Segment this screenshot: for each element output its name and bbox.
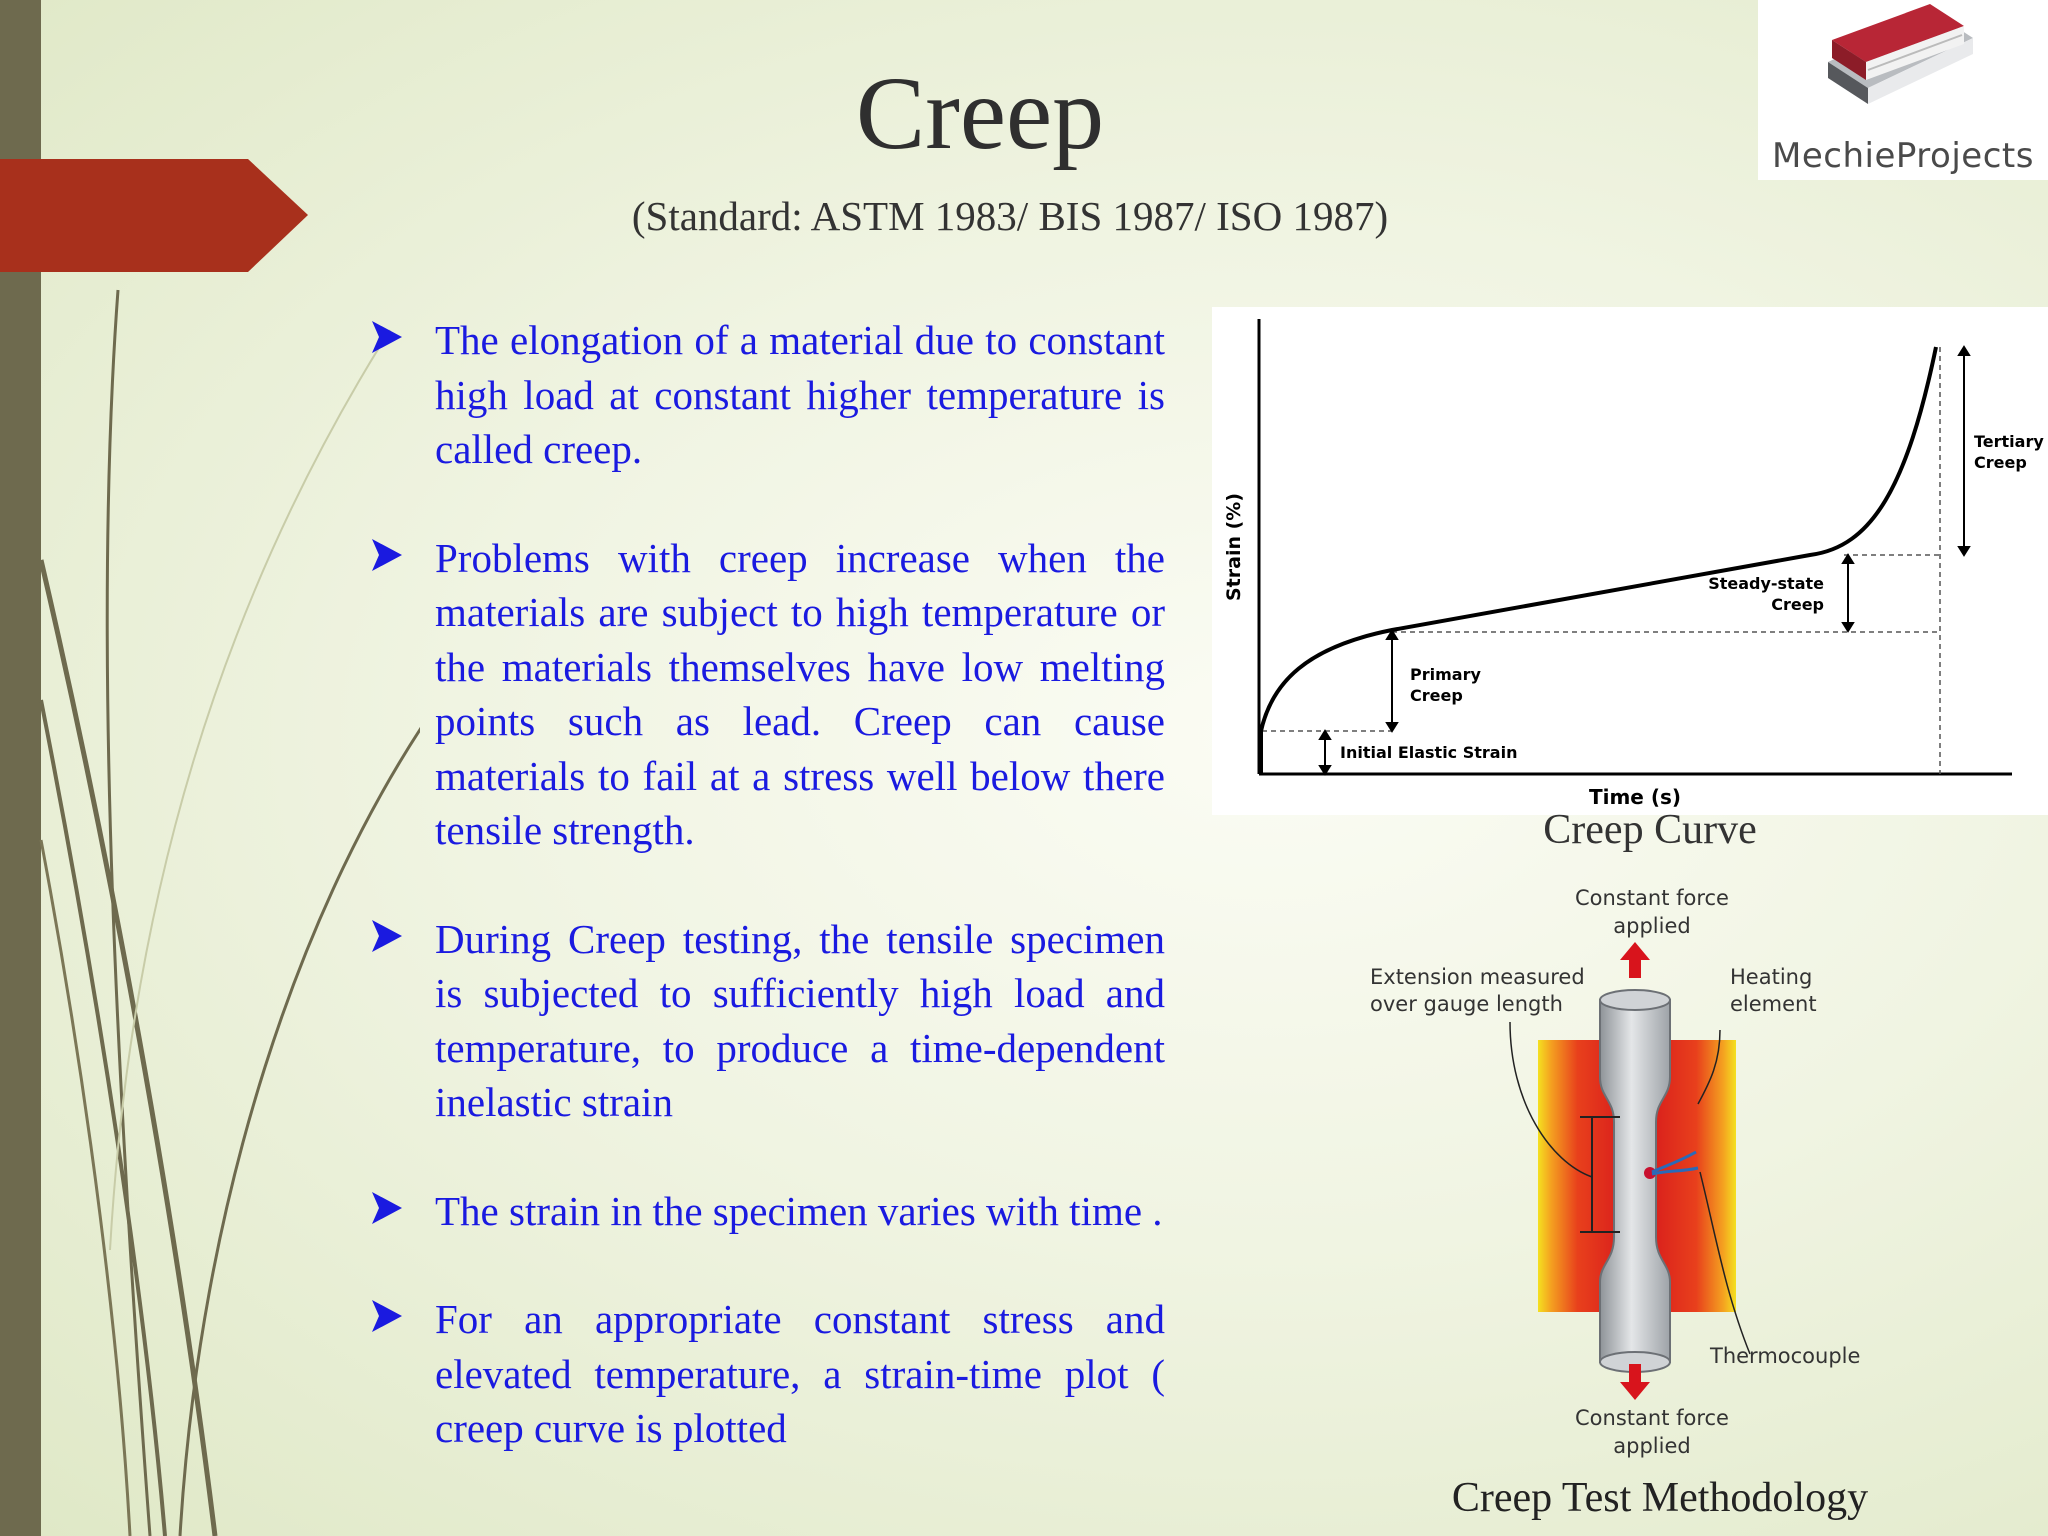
arrowhead-bullet-icon — [372, 313, 435, 358]
extension-label: Extension measured — [1370, 965, 1585, 989]
arrowhead-bullet-icon — [372, 1184, 435, 1229]
tertiary-creep-label: Tertiary — [1974, 432, 2044, 451]
bullet-text: During Creep testing, the tensile specimen is subjected to sufficiently high load and temperature, to produce a time-dependent inelastic strain — [435, 915, 1165, 1125]
force-arrow-up — [1620, 942, 1650, 978]
thermocouple-label: Thermocouple — [1710, 1344, 1861, 1368]
bullet-text: For an appropriate constant stress and elevated temperature, a strain-time plot ( creep curve is plotted — [435, 1296, 1165, 1451]
creep-curve-figure — [1212, 307, 2048, 815]
bullet-item — [372, 531, 1165, 858]
bullet-item — [372, 1292, 1165, 1456]
primary-creep-label: Primary — [1410, 665, 1481, 684]
y-axis-label: Strain (%) — [1223, 492, 1245, 602]
guide-lines — [1262, 347, 1940, 774]
creep-test-caption: Creep Test Methodology — [1451, 1475, 1869, 1521]
creep-curve-plot — [1212, 307, 2048, 815]
slide-subtitle: (Standard: ASTM 1983/ BIS 1987/ ISO 1987) — [631, 193, 1389, 239]
top-force-label: applied — [1613, 914, 1691, 938]
bullet-text: The elongation of a material due to constant high load at constant higher temperature is called creep. — [435, 317, 1165, 472]
bottom-force-label: Constant force — [1575, 1406, 1729, 1430]
tertiary-creep-label: Creep — [1974, 453, 2027, 472]
steady-creep-label: Creep — [1771, 595, 1824, 614]
bottom-force-label: applied — [1613, 1434, 1691, 1458]
bullet-item — [372, 313, 1165, 477]
creep-curve-line — [1261, 347, 1936, 774]
heating-label: Heating — [1730, 965, 1813, 989]
creep-test-diagram — [1370, 872, 1900, 1460]
slide-title: Creep — [855, 56, 1105, 171]
bullet-list — [372, 313, 1165, 1510]
creep-test-illustration — [1370, 872, 1900, 1460]
bullet-text: The strain in the specimen varies with time . — [435, 1187, 1163, 1234]
x-axis-label: Time (s) — [1588, 785, 1682, 809]
initial-strain-label: Initial Elastic Strain — [1340, 743, 1518, 762]
arrowhead-bullet-icon — [372, 912, 435, 957]
primary-creep-label: Creep — [1410, 686, 1463, 705]
bullet-item — [372, 1184, 1165, 1239]
arrowhead-bullet-icon — [372, 1292, 435, 1337]
top-force-label: Constant force — [1575, 886, 1729, 910]
logo-text: MechieProjects — [1772, 136, 2034, 176]
bullet-item — [372, 912, 1165, 1130]
title-arrow-tab — [0, 159, 308, 272]
steady-creep-label: Steady-state — [1708, 574, 1824, 593]
arrowhead-bullet-icon — [372, 531, 435, 576]
extension-label: over gauge length — [1370, 992, 1563, 1016]
bullet-text: Problems with creep increase when the materials are subject to high temperature or the materials themselves have low melting points such as lead. Creep can cause materials to fail at a stress well below there tensile strength. — [435, 534, 1165, 853]
heating-label: element — [1730, 992, 1817, 1016]
logo — [1758, 0, 2048, 180]
creep-curve-caption: Creep Curve — [1543, 807, 1757, 853]
